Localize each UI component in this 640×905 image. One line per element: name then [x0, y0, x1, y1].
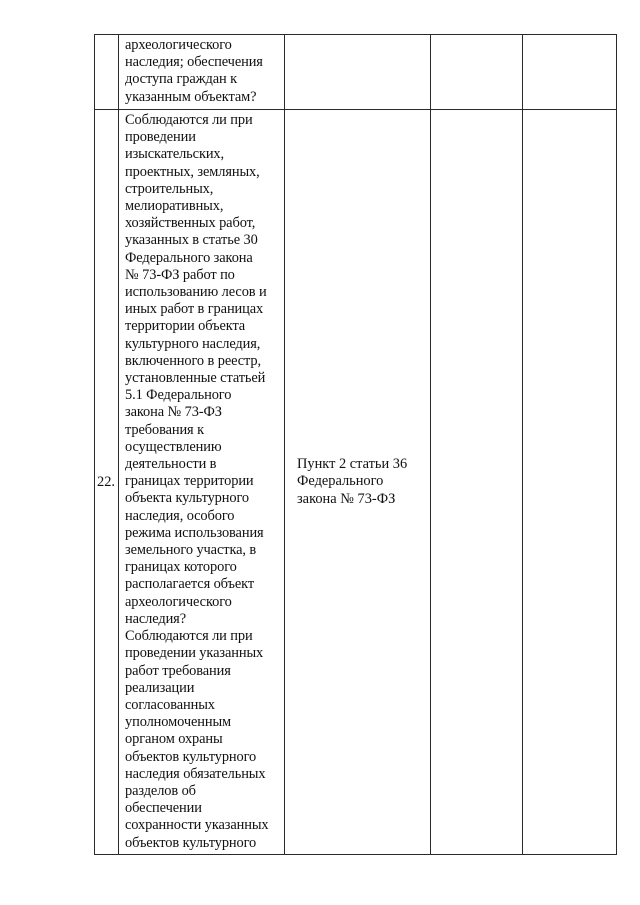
reference-cell	[285, 110, 431, 855]
question-text: Соблюдаются ли при проведении изыскательских, проектных, земляных, строительных, мелиоративных, хозяйственных работ, указанных в статье 30 Федерального закона № 73-ФЗ работ по использованию лесов и иных работ в границах территории объекта культурного наследия, включенного в реестр, установленные статьей 5.1 Федерального закона № 73-ФЗ требования к осуществлению деятельности в границах территории объекта культурного наследия, особого режима использования земельного участка, в границах которого располагается объект археологического наследия? Соблюдаются ли при проведении указанных работ требования реализации согласованных уполномоченным органом охраны объектов культурного наследия обязательных разделов об обеспечении сохранности указанных объектов культурного	[125, 112, 269, 851]
reference-text: Пункт 2 статьи 36 Федерального закона № 73-ФЗ	[297, 456, 408, 507]
reference-cell	[285, 35, 431, 110]
row-number-cell	[95, 35, 119, 110]
row-number-cell	[95, 110, 119, 855]
answer-cell	[431, 35, 523, 110]
table-row	[95, 35, 617, 110]
row-number: 22.	[97, 473, 115, 490]
note-cell	[523, 35, 617, 110]
table-row	[95, 110, 617, 855]
note-cell	[523, 110, 617, 855]
checklist-table	[94, 34, 617, 855]
question-text: археологического наследия; обеспечения доступа граждан к указанным объектам?	[125, 37, 263, 105]
answer-cell	[431, 110, 523, 855]
question-cell	[119, 110, 285, 855]
question-cell	[119, 35, 285, 110]
